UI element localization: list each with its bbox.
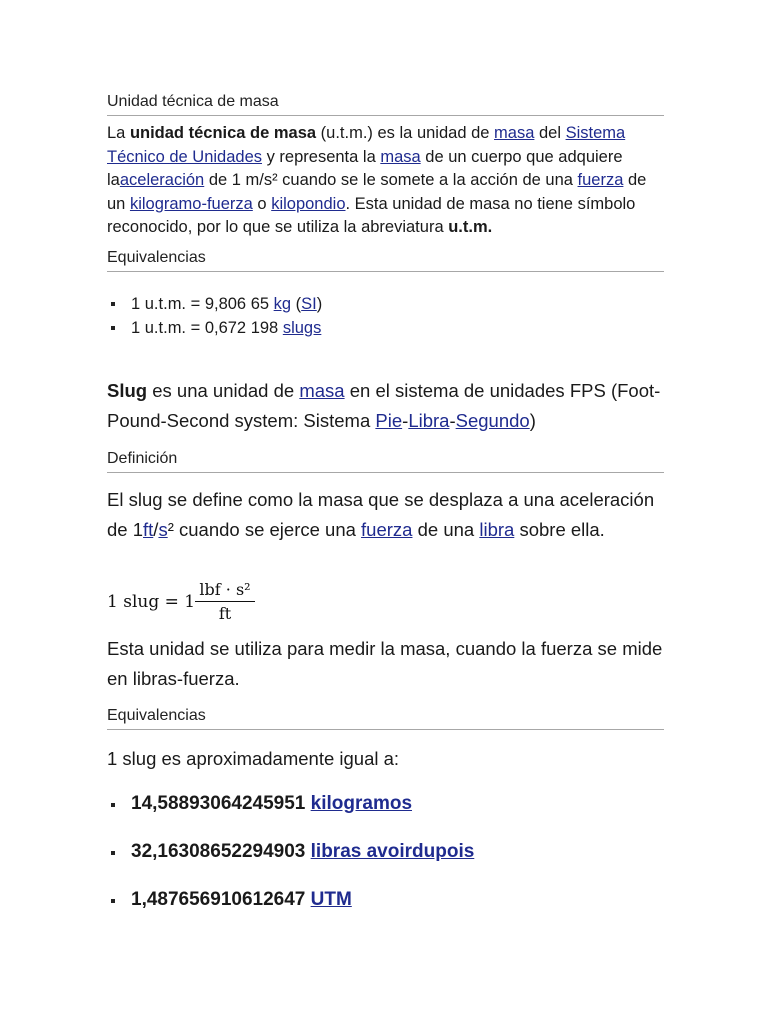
text: ): [529, 409, 536, 431]
bold-term: Slug: [107, 380, 148, 401]
list-item: [107, 316, 322, 340]
link-masa[interactable]: masa: [494, 124, 535, 142]
text: de un: [107, 171, 647, 213]
link-aceleracion[interactable]: aceleración: [119, 171, 205, 189]
section-heading-equivalencias: Equivalencias: [107, 248, 664, 272]
link-kilogramos[interactable]: kilogramos: [310, 793, 413, 814]
utm-equivalence-list: [107, 292, 322, 340]
usage-paragraph: Esta unidad se utiliza para medir la masa, cuando la fuerza se mide en libras-fuerza.: [107, 638, 663, 689]
equivalence-value: 1,487656910612647: [131, 889, 311, 910]
section-heading-equivalencias-slug: Equivalencias: [107, 706, 664, 730]
list-item: [107, 792, 474, 840]
list-item: [107, 888, 474, 936]
text: del: [534, 124, 566, 142]
link-kilopondio[interactable]: kilopondio: [271, 194, 346, 213]
link-kilogramo-fuerza[interactable]: kilogramo-fuerza: [129, 194, 253, 213]
text: 1 u.t.m. = 0,672 198: [131, 319, 283, 337]
link-fuerza[interactable]: fuerza: [361, 518, 413, 540]
text: es una unidad de: [147, 380, 300, 401]
link-libra[interactable]: Libra: [408, 409, 450, 431]
text: en el sistema de unidades FPS (Foot-Pound-Second system: Sistema: [107, 380, 661, 431]
text: o: [252, 194, 272, 213]
link-segundo[interactable]: Segundo: [455, 409, 530, 431]
bold-abbrev: u.t.m.: [448, 218, 493, 236]
text: ² cuando se ejerce una: [167, 518, 362, 540]
formula-denominator: ft: [218, 604, 232, 623]
definition-paragraph: [107, 485, 667, 544]
link-fuerza[interactable]: fuerza: [577, 171, 624, 189]
text: de 1 m/s² cuando se le somete a la acción de una: [204, 171, 578, 189]
text: El slug se define como la masa que se desplaza a una aceleración de 1: [107, 489, 655, 540]
link-utm[interactable]: UTM: [310, 889, 352, 910]
bold-term: unidad técnica de masa: [129, 124, 317, 142]
link-masa[interactable]: masa: [299, 380, 345, 401]
formula-fraction: [195, 580, 255, 623]
slug-paragraph: [107, 376, 667, 435]
link-ft[interactable]: ft: [143, 518, 154, 540]
text: sobre ella.: [514, 518, 605, 540]
equivalence-value: 14,58893064245951: [131, 793, 311, 814]
text: de un cuerpo que adquiere la: [107, 147, 623, 189]
section-heading-unidad-tecnica: Unidad técnica de masa: [107, 92, 664, 116]
link-si[interactable]: SI: [301, 295, 317, 313]
text: y representa la: [262, 147, 381, 166]
text: ): [316, 295, 323, 313]
slug-intro: 1 slug es aproximadamente igual a:: [107, 748, 400, 769]
slug-equivalence-list: [107, 792, 474, 936]
bullet-icon: [111, 851, 115, 855]
text: La: [107, 124, 130, 142]
link-libra[interactable]: libra: [479, 518, 515, 540]
link-libras-avoirdupois[interactable]: libras avoirdupois: [310, 841, 475, 862]
formula-lhs: 1 slug = 1: [107, 592, 196, 612]
bullet-icon: [111, 803, 115, 807]
link-slugs[interactable]: slugs: [282, 319, 322, 337]
list-item: [107, 840, 474, 888]
text: (u.t.m.) es la unidad de: [316, 124, 495, 142]
fraction-bar: [195, 601, 255, 602]
text: /: [153, 518, 159, 540]
bullet-icon: [111, 899, 115, 903]
link-kg[interactable]: kg: [273, 295, 292, 313]
text: de una: [412, 518, 480, 540]
section-heading-definicion: Definición: [107, 449, 664, 473]
text: (: [291, 295, 302, 313]
link-s[interactable]: s: [158, 518, 168, 540]
list-item: [107, 292, 322, 316]
link-pie[interactable]: Pie: [375, 409, 403, 431]
bullet-icon: [111, 326, 115, 330]
text: -: [449, 409, 456, 431]
bullet-icon: [111, 302, 115, 306]
text: . Esta unidad de masa no tiene símbolo reconocido, por lo que se utiliza la abreviatura: [107, 194, 636, 236]
formula-numerator: lbf · s²: [199, 580, 251, 599]
link-masa[interactable]: masa: [380, 147, 421, 166]
utm-paragraph: [107, 122, 667, 240]
equivalence-value: 32,16308652294903: [131, 841, 311, 862]
link-sistema-tecnico[interactable]: Sistema Técnico de Unidades: [107, 124, 626, 166]
text: -: [402, 409, 409, 431]
text: 1 u.t.m. = 9,806 65: [131, 295, 274, 313]
